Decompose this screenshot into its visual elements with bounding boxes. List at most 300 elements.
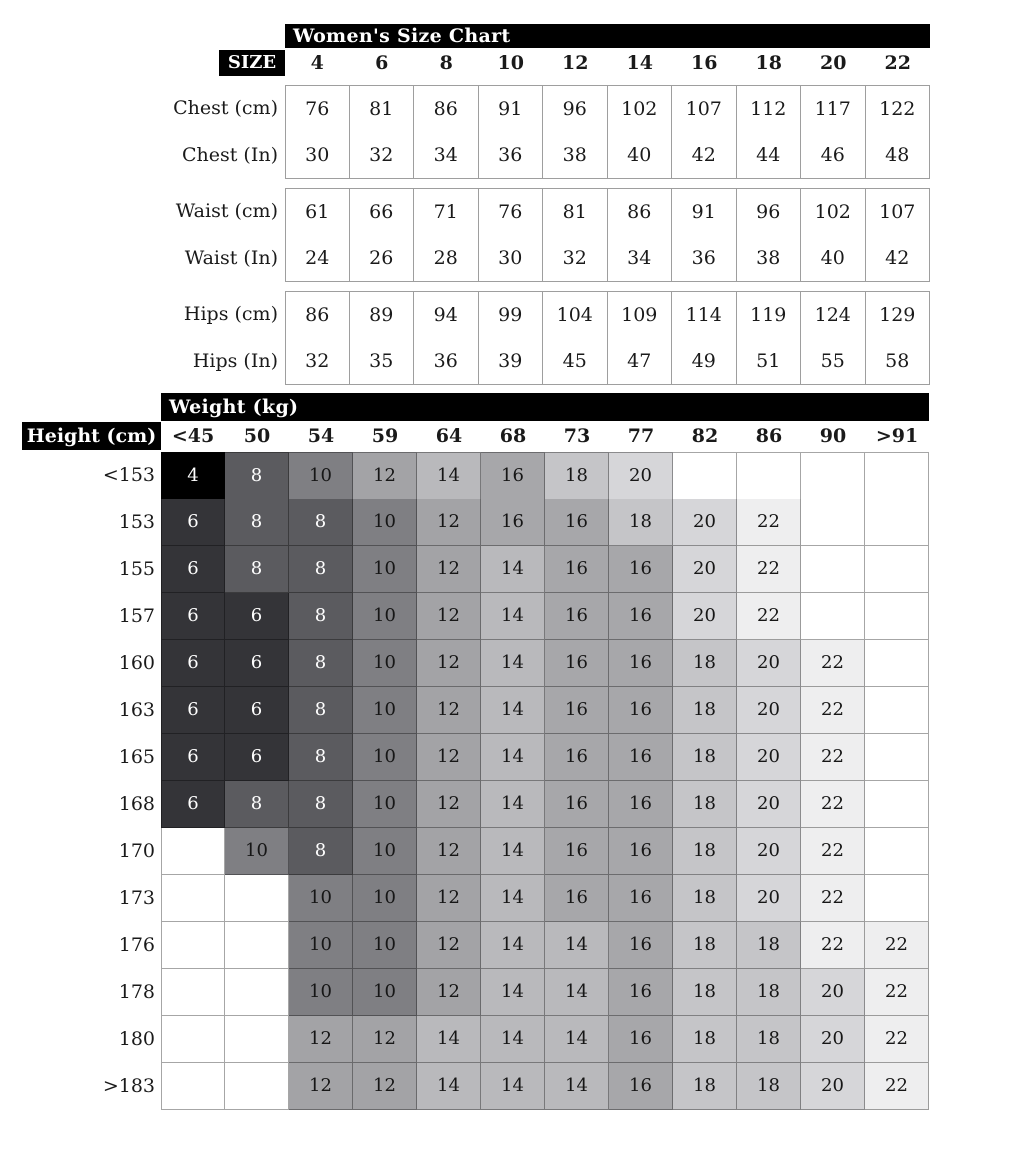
size-grid-cell: 14	[481, 875, 545, 922]
size-grid-cell	[225, 875, 289, 922]
height-row-label: 173	[118, 887, 155, 909]
measurement-cell: 99	[479, 291, 544, 339]
size-grid-cell: 16	[609, 1016, 673, 1063]
size-grid-cell: 12	[353, 452, 417, 500]
size-grid-cell	[737, 452, 801, 500]
size-grid-cell: 10	[353, 640, 417, 687]
height-row-label: 176	[118, 934, 155, 956]
size-column-header: 14	[626, 52, 653, 74]
height-row	[0, 499, 929, 546]
size-grid-cell: 14	[481, 828, 545, 875]
size-grid-cell	[161, 1063, 225, 1110]
size-grid-cell: 14	[481, 922, 545, 969]
measurement-cell: 107	[672, 85, 737, 133]
size-grid-cell: 16	[545, 687, 609, 734]
size-grid-cell	[225, 1016, 289, 1063]
measurement-cell: 89	[350, 291, 415, 339]
size-chart-title: Women's Size Chart	[285, 24, 930, 48]
size-grid-cell: 16	[609, 640, 673, 687]
weight-column-header: 86	[755, 425, 783, 447]
size-grid-cell	[865, 452, 929, 500]
size-grid-cell	[801, 452, 865, 500]
size-grid-cell: 20	[801, 1063, 865, 1110]
size-grid-cell: 14	[481, 687, 545, 734]
measurement-cell: 91	[672, 188, 737, 236]
size-grid-cell: 22	[865, 969, 929, 1016]
size-grid-cell: 16	[481, 452, 545, 500]
height-row-label: 160	[118, 652, 155, 674]
measurement-cell: 102	[801, 188, 866, 236]
height-row	[0, 828, 929, 875]
height-row	[0, 781, 929, 828]
size-grid-cell: 20	[737, 828, 801, 875]
size-grid-cell: 10	[353, 687, 417, 734]
size-grid-cell: 6	[161, 640, 225, 687]
weight-column-header: <45	[171, 425, 215, 447]
size-grid-cell: 22	[801, 734, 865, 781]
size-grid-cell: 14	[545, 969, 609, 1016]
height-row-label: 178	[118, 981, 155, 1003]
measurement-row	[0, 291, 931, 338]
measurement-row-label: Hips (cm)	[183, 303, 278, 325]
size-grid-cell: 8	[289, 734, 353, 781]
measurement-row	[0, 235, 931, 282]
measurement-cell: 42	[672, 132, 737, 179]
weight-column-header: >91	[875, 425, 919, 447]
size-grid-cell: 8	[289, 828, 353, 875]
height-row	[0, 875, 929, 922]
size-grid-cell	[161, 875, 225, 922]
size-header-row	[0, 50, 931, 76]
size-grid-cell: 8	[225, 499, 289, 546]
measurement-cell: 42	[866, 235, 931, 282]
measurement-cell: 30	[285, 132, 350, 179]
size-grid-cell: 20	[673, 593, 737, 640]
size-grid-cell: 12	[417, 687, 481, 734]
measurement-cell: 38	[737, 235, 802, 282]
measurement-cell: 114	[672, 291, 737, 339]
size-grid-cell: 8	[225, 546, 289, 593]
measurement-cell: 40	[801, 235, 866, 282]
height-row-label: 180	[118, 1028, 155, 1050]
measurement-cell: 122	[866, 85, 931, 133]
height-corner-label: Height (cm)	[22, 422, 161, 450]
size-grid-cell	[801, 593, 865, 640]
measurement-cell: 46	[801, 132, 866, 179]
size-grid-cell: 22	[865, 922, 929, 969]
measurement-cell: 112	[737, 85, 802, 133]
measurement-cell: 58	[866, 338, 931, 385]
height-row	[0, 1016, 929, 1063]
size-grid-cell	[161, 1016, 225, 1063]
measurement-cell: 34	[608, 235, 673, 282]
measurement-cell: 55	[801, 338, 866, 385]
height-row-label: 168	[118, 793, 155, 815]
size-grid-cell: 20	[801, 969, 865, 1016]
height-row	[0, 452, 929, 499]
measurement-cell: 76	[479, 188, 544, 236]
size-grid-cell	[161, 828, 225, 875]
height-row-label: 155	[118, 558, 155, 580]
measurement-cell: 81	[350, 85, 415, 133]
size-grid-cell	[225, 922, 289, 969]
size-grid-cell: 16	[609, 1063, 673, 1110]
measurement-cell: 34	[414, 132, 479, 179]
height-row-label: 157	[118, 605, 155, 627]
weight-column-header: 82	[691, 425, 719, 447]
size-grid-cell: 22	[801, 687, 865, 734]
size-grid-cell: 6	[225, 593, 289, 640]
size-column-header: 16	[691, 52, 718, 74]
measurement-cell: 102	[608, 85, 673, 133]
banner-spacer	[0, 393, 161, 421]
size-grid-cell: 16	[481, 499, 545, 546]
size-grid-cell: 12	[417, 875, 481, 922]
size-grid-cell: 12	[417, 922, 481, 969]
measurement-cell: 40	[608, 132, 673, 179]
size-grid-cell: 12	[353, 1063, 417, 1110]
size-grid-cell	[673, 452, 737, 500]
weight-column-header: 77	[627, 425, 655, 447]
size-grid-cell	[801, 499, 865, 546]
size-grid-cell: 18	[673, 969, 737, 1016]
weight-header-row	[0, 422, 929, 451]
size-grid-cell	[865, 687, 929, 734]
size-grid-cell: 16	[545, 593, 609, 640]
size-grid-cell	[865, 828, 929, 875]
size-grid-cell: 20	[737, 734, 801, 781]
weight-banner-row	[0, 393, 929, 421]
size-grid-cell: 4	[161, 452, 225, 500]
measurement-cell: 36	[672, 235, 737, 282]
measurement-row-label: Chest (cm)	[173, 97, 278, 119]
size-grid-cell: 22	[737, 546, 801, 593]
measurement-cell: 26	[350, 235, 415, 282]
size-grid-cell: 20	[737, 687, 801, 734]
size-grid-cell: 10	[353, 828, 417, 875]
height-row-label: <153	[102, 464, 155, 486]
height-row-label: 163	[118, 699, 155, 721]
size-grid-cell: 16	[545, 828, 609, 875]
size-grid-cell: 12	[289, 1016, 353, 1063]
measurement-cell: 28	[414, 235, 479, 282]
measurement-row	[0, 85, 931, 132]
size-grid-cell: 18	[673, 875, 737, 922]
size-grid-cell	[801, 546, 865, 593]
height-row	[0, 640, 929, 687]
measurement-cell: 48	[866, 132, 931, 179]
measurement-row-label: Waist (In)	[184, 247, 278, 269]
size-grid-cell: 14	[481, 546, 545, 593]
measurement-cell: 119	[737, 291, 802, 339]
size-chart-banner-row	[0, 24, 931, 48]
height-weight-size-grid	[0, 393, 929, 1110]
size-grid-cell: 8	[289, 687, 353, 734]
size-grid-cell: 14	[545, 922, 609, 969]
size-grid-cell: 18	[609, 499, 673, 546]
height-row	[0, 1063, 929, 1110]
size-grid-cell: 14	[481, 734, 545, 781]
size-grid-cell: 8	[225, 781, 289, 828]
size-grid-cell: 18	[673, 1063, 737, 1110]
size-grid-cell: 10	[289, 875, 353, 922]
measurement-cell: 104	[543, 291, 608, 339]
measurement-cell: 39	[479, 338, 544, 385]
size-grid-cell: 12	[417, 546, 481, 593]
size-grid-cell: 6	[161, 687, 225, 734]
size-grid-cell: 22	[801, 640, 865, 687]
size-grid-cell: 14	[481, 781, 545, 828]
size-grid-cell: 12	[417, 969, 481, 1016]
size-grid-cell: 6	[225, 687, 289, 734]
size-grid-cell: 12	[417, 593, 481, 640]
measurement-cell: 35	[350, 338, 415, 385]
size-grid-cell: 16	[545, 546, 609, 593]
measurement-cell: 86	[285, 291, 350, 339]
size-grid-cell	[225, 969, 289, 1016]
measurement-cell: 61	[285, 188, 350, 236]
size-grid-cell: 20	[737, 640, 801, 687]
measurement-cell: 94	[414, 291, 479, 339]
size-grid-cell: 8	[289, 499, 353, 546]
measurement-cell: 117	[801, 85, 866, 133]
measurement-row	[0, 188, 931, 235]
size-grid-cell	[865, 546, 929, 593]
size-grid-cell: 16	[609, 875, 673, 922]
size-grid-cell: 14	[417, 1016, 481, 1063]
size-grid-cell: 18	[673, 922, 737, 969]
size-grid-cell	[865, 781, 929, 828]
size-grid-cell: 10	[353, 734, 417, 781]
size-grid-cell: 18	[737, 922, 801, 969]
measurement-cell: 44	[737, 132, 802, 179]
measurement-row-label: Chest (In)	[181, 144, 278, 166]
weight-column-header: 59	[371, 425, 399, 447]
size-grid-cell: 16	[609, 734, 673, 781]
size-grid-cell: 16	[609, 922, 673, 969]
womens-size-chart-table	[0, 24, 931, 385]
size-grid-cell: 20	[673, 499, 737, 546]
size-grid-cell: 16	[609, 593, 673, 640]
size-grid-cell: 22	[801, 781, 865, 828]
height-row-label: 170	[118, 840, 155, 862]
size-grid-cell: 8	[225, 452, 289, 500]
height-row	[0, 546, 929, 593]
height-row	[0, 734, 929, 781]
measurement-cell: 36	[414, 338, 479, 385]
size-grid-cell: 22	[865, 1016, 929, 1063]
height-row	[0, 922, 929, 969]
measurement-row	[0, 338, 931, 385]
height-row-label: 153	[118, 511, 155, 533]
size-grid-cell	[225, 1063, 289, 1110]
size-grid-cell: 16	[545, 499, 609, 546]
size-column-header: 20	[820, 52, 847, 74]
size-grid-cell: 22	[801, 828, 865, 875]
size-grid-cell: 18	[673, 734, 737, 781]
size-column-header: 22	[884, 52, 911, 74]
measurement-cell: 81	[543, 188, 608, 236]
size-grid-cell: 16	[545, 781, 609, 828]
size-grid-cell: 14	[545, 1063, 609, 1110]
size-grid-cell: 22	[737, 499, 801, 546]
weight-column-header: 68	[499, 425, 527, 447]
size-grid-cell: 10	[353, 499, 417, 546]
size-grid-cell: 10	[353, 969, 417, 1016]
size-grid-cell: 6	[225, 734, 289, 781]
measurement-cell: 32	[350, 132, 415, 179]
size-grid-cell	[865, 734, 929, 781]
size-grid-cell: 20	[737, 875, 801, 922]
size-grid-cell: 8	[289, 640, 353, 687]
size-grid-cell: 8	[289, 781, 353, 828]
weight-title: Weight (kg)	[161, 393, 929, 421]
size-grid-cell: 18	[673, 828, 737, 875]
size-column-header: 10	[497, 52, 524, 74]
size-grid-cell: 10	[353, 593, 417, 640]
measurement-cell: 36	[479, 132, 544, 179]
height-row	[0, 593, 929, 640]
size-grid-cell: 14	[417, 452, 481, 500]
size-grid-cell: 18	[673, 1016, 737, 1063]
size-grid-cell	[865, 640, 929, 687]
size-grid-cell: 16	[609, 687, 673, 734]
size-grid-cell: 6	[225, 640, 289, 687]
size-grid-cell: 6	[161, 499, 225, 546]
size-grid-cell: 10	[353, 875, 417, 922]
size-grid-cell: 22	[801, 875, 865, 922]
size-column-header: 4	[310, 52, 324, 74]
size-grid-cell: 16	[609, 828, 673, 875]
size-grid-cell: 8	[289, 546, 353, 593]
measurement-cell: 32	[543, 235, 608, 282]
measurement-cell: 109	[608, 291, 673, 339]
size-grid-cell: 12	[417, 499, 481, 546]
measurement-cell: 91	[479, 85, 544, 133]
height-row	[0, 969, 929, 1016]
size-grid-cell	[161, 922, 225, 969]
size-grid-cell: 14	[481, 1063, 545, 1110]
size-grid-cell: 10	[289, 969, 353, 1016]
size-grid-cell: 16	[609, 546, 673, 593]
measurement-cell: 86	[608, 188, 673, 236]
size-column-header: 18	[755, 52, 782, 74]
size-grid-cell: 10	[289, 922, 353, 969]
measurement-row-label: Hips (In)	[192, 350, 278, 372]
measurement-cell: 76	[285, 85, 350, 133]
size-grid-cell: 12	[417, 781, 481, 828]
size-grid-cell: 14	[545, 1016, 609, 1063]
size-grid-cell: 18	[673, 640, 737, 687]
measurement-cell: 124	[801, 291, 866, 339]
size-grid-cell	[865, 499, 929, 546]
measurement-cell: 49	[672, 338, 737, 385]
measurement-cell: 38	[543, 132, 608, 179]
measurement-cell: 30	[479, 235, 544, 282]
height-corner-cell	[0, 422, 161, 451]
measurement-cell: 96	[543, 85, 608, 133]
weight-column-header: 73	[563, 425, 591, 447]
size-column-header: 12	[562, 52, 589, 74]
measurement-cell: 107	[866, 188, 931, 236]
size-grid-cell: 16	[545, 640, 609, 687]
size-grid-cell: 14	[417, 1063, 481, 1110]
measurement-cell: 24	[285, 235, 350, 282]
size-grid-cell: 12	[353, 1016, 417, 1063]
measurement-cell: 47	[608, 338, 673, 385]
height-weight-body	[0, 452, 929, 1110]
size-column-header: 6	[375, 52, 389, 74]
size-grid-cell: 12	[417, 734, 481, 781]
size-grid-cell	[865, 875, 929, 922]
measurement-cell: 66	[350, 188, 415, 236]
weight-column-header: 50	[243, 425, 271, 447]
size-grid-cell: 14	[481, 969, 545, 1016]
measurement-cell: 51	[737, 338, 802, 385]
size-grid-cell	[161, 969, 225, 1016]
size-grid-cell: 8	[289, 593, 353, 640]
size-grid-cell	[865, 593, 929, 640]
size-grid-cell: 20	[609, 452, 673, 500]
size-grid-cell: 16	[609, 969, 673, 1016]
banner-spacer	[0, 24, 285, 48]
measurement-cell: 71	[414, 188, 479, 236]
measurement-cell: 96	[737, 188, 802, 236]
size-grid-cell: 14	[481, 640, 545, 687]
size-grid-cell: 18	[737, 1063, 801, 1110]
size-grid-cell: 18	[545, 452, 609, 500]
weight-column-header: 64	[435, 425, 463, 447]
size-grid-cell: 6	[161, 781, 225, 828]
size-grid-cell: 10	[225, 828, 289, 875]
size-grid-cell: 18	[737, 1016, 801, 1063]
size-grid-cell: 20	[737, 781, 801, 828]
height-row	[0, 687, 929, 734]
weight-column-header: 90	[819, 425, 847, 447]
size-grid-cell: 6	[161, 734, 225, 781]
measurement-row	[0, 132, 931, 179]
size-grid-cell: 18	[737, 969, 801, 1016]
measurement-cell: 45	[543, 338, 608, 385]
size-grid-cell: 12	[417, 640, 481, 687]
size-grid-cell: 22	[737, 593, 801, 640]
size-grid-cell: 12	[417, 828, 481, 875]
size-grid-cell: 20	[801, 1016, 865, 1063]
measurement-cell: 129	[866, 291, 931, 339]
size-grid-cell: 16	[545, 875, 609, 922]
size-grid-cell: 10	[353, 922, 417, 969]
size-grid-cell: 6	[161, 546, 225, 593]
measurement-cell: 32	[285, 338, 350, 385]
size-grid-cell: 10	[289, 452, 353, 500]
size-grid-cell: 10	[353, 781, 417, 828]
size-chart-body	[0, 85, 931, 385]
measurement-row-label: Waist (cm)	[175, 200, 278, 222]
size-grid-cell: 18	[673, 781, 737, 828]
size-grid-cell: 14	[481, 1016, 545, 1063]
size-grid-cell: 22	[865, 1063, 929, 1110]
size-grid-cell: 10	[353, 546, 417, 593]
height-row-label: >183	[102, 1075, 155, 1097]
size-grid-cell: 6	[161, 593, 225, 640]
size-grid-cell: 14	[481, 593, 545, 640]
size-grid-cell: 12	[289, 1063, 353, 1110]
size-grid-cell: 22	[801, 922, 865, 969]
height-row-label: 165	[118, 746, 155, 768]
size-grid-cell: 16	[609, 781, 673, 828]
size-corner-label: SIZE	[219, 50, 285, 76]
size-grid-cell: 16	[545, 734, 609, 781]
